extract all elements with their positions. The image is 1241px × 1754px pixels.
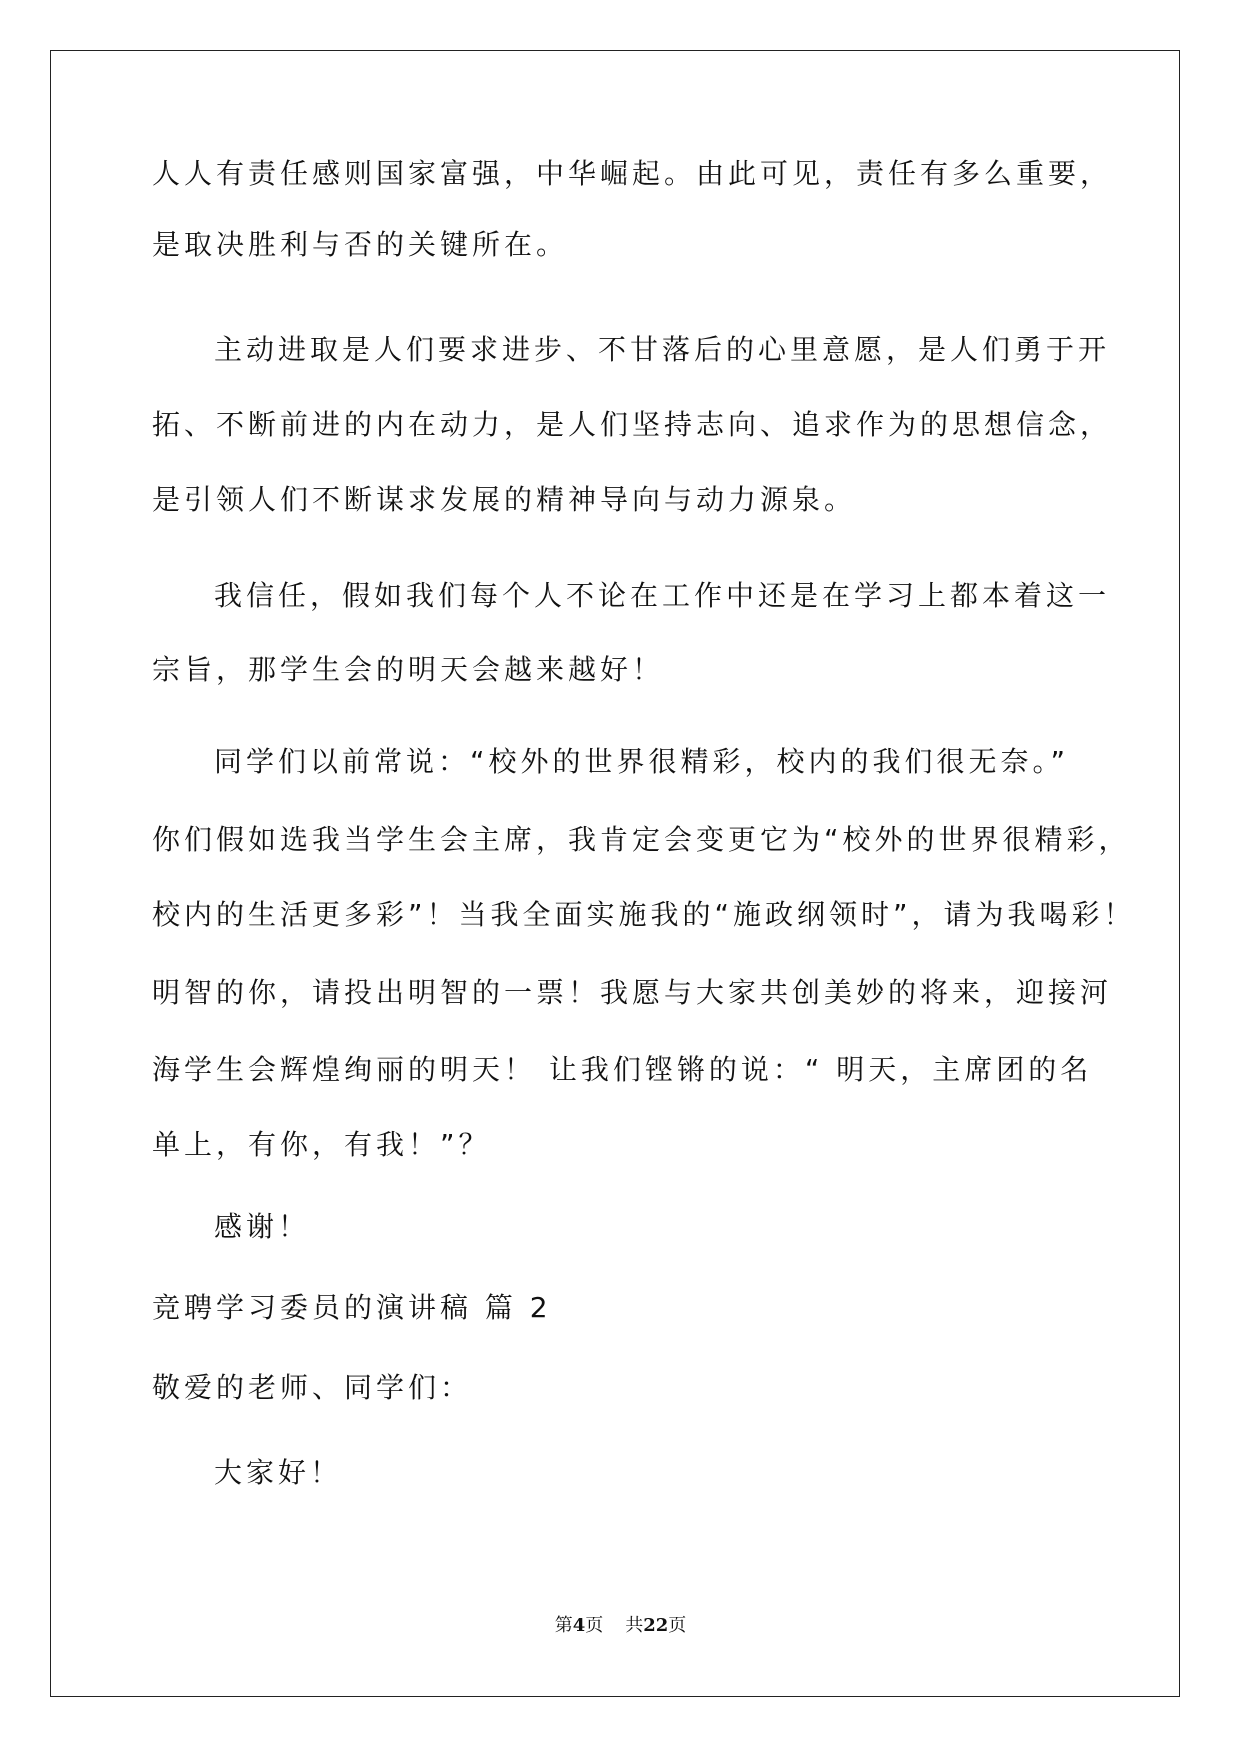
text-line: 是引领人们不断谋求发展的精神导向与动力源泉。 bbox=[152, 483, 857, 516]
page-border bbox=[50, 50, 1180, 1697]
total-prefix: 共 bbox=[625, 1615, 644, 1636]
text-line: 海学生会辉煌绚丽的明天！ 让我们铿锵的说：“ 明天，主席团的名 bbox=[152, 1053, 1093, 1086]
page-number: 4 bbox=[572, 1615, 586, 1636]
paragraph-start: 感谢！ bbox=[214, 1210, 311, 1243]
text-line: 拓、不断前进的内在动力，是人们坚持志向、追求作为的思想信念， bbox=[152, 408, 1113, 441]
text-line: 校内的生活更多彩”！当我全面实施我的“施政纲领时”，请为我喝彩！ bbox=[152, 898, 1136, 931]
text-line: 宗旨，那学生会的明天会越来越好！ bbox=[152, 653, 665, 686]
section-heading: 竞聘学习委员的演讲稿 篇 2 bbox=[152, 1291, 552, 1324]
text-line: 人人有责任感则国家富强，中华崛起。由此可见，责任有多么重要， bbox=[152, 157, 1113, 190]
text-line: 明智的你，请投出明智的一票！我愿与大家共创美妙的将来，迎接河 bbox=[152, 976, 1113, 1009]
page-prefix: 第 bbox=[554, 1615, 573, 1636]
total-pages: 22 bbox=[643, 1615, 669, 1636]
page-footer bbox=[0, 1614, 1241, 1638]
paragraph-start: 同学们以前常说：“校外的世界很精彩，校内的我们很无奈。” bbox=[214, 745, 1070, 778]
text-line: 单上，有你，有我！”？ bbox=[152, 1128, 491, 1161]
page-suffix: 页 bbox=[585, 1615, 604, 1636]
paragraph-start: 主动进取是人们要求进步、不甘落后的心里意愿，是人们勇于开 bbox=[214, 333, 1111, 366]
text-line: 你们假如选我当学生会主席，我肯定会变更它为“校外的世界很精彩， bbox=[152, 823, 1131, 856]
total-suffix: 页 bbox=[668, 1615, 687, 1636]
salutation: 敬爱的老师、同学们： bbox=[152, 1371, 473, 1404]
greeting: 大家好！ bbox=[214, 1456, 343, 1489]
paragraph-start: 我信任，假如我们每个人不论在工作中还是在学习上都本着这一 bbox=[214, 579, 1111, 612]
text-line: 是取决胜利与否的关键所在。 bbox=[152, 228, 569, 261]
